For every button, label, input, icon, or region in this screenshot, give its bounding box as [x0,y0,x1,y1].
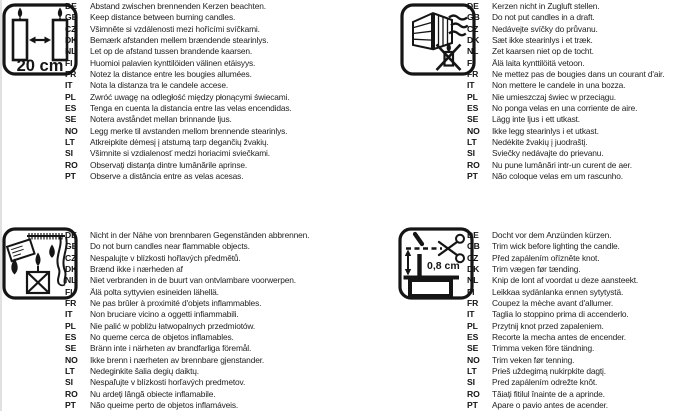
language-code: DK [65,35,78,46]
instruction-text: Leikkaa sydänlanka ennen sytytystä. [492,286,624,297]
instruction-text: Trim wick before lighting the candle. [492,241,620,252]
language-code: PL [467,91,478,102]
instruction-row [65,287,309,298]
language-code: SI [65,377,73,388]
instruction-text: Sviečky nedávajte do prievanu. [492,148,604,159]
instruction-text: Apare o pavio antes de acender. [492,400,608,411]
language-code: NL [65,46,77,57]
instruction-row [467,35,664,46]
instruction-row [467,355,638,366]
instruction-row [467,241,638,252]
instruction-row [467,12,664,23]
language-code: FR [65,69,77,80]
language-code: RO [65,388,78,399]
instruction-text: Nespalujte v blízkosti hořlavých předmětů. [90,252,241,263]
instruction-text: Docht vor dem Anzünden kürzen. [492,230,612,240]
instruction-text: Ikke legg stearinlys i et utkast. [492,125,599,136]
instruction-row [65,80,292,91]
instruction-text: Keep distance between burning candles. [90,12,236,23]
instruction-row [65,253,309,264]
instruction-row [467,80,664,91]
instruction-text: Nespaľujte v blízkosti horľavých predmetov. [90,377,246,388]
language-code: LT [65,366,75,377]
instruction-text: Taglia lo stoppino prima di accenderlo. [492,309,629,320]
instruction-row [467,171,664,182]
language-code: ES [467,332,479,343]
wick-length-label: 0,8 cm [427,260,460,272]
language-code: DK [467,264,480,275]
language-code: DE [467,230,479,240]
section-keep-distance [0,0,340,212]
instruction-row [65,137,292,148]
instruction-row [467,275,638,286]
language-code: NO [467,125,480,136]
instruction-text: Pred zapálením odrežte knôt. [492,377,598,388]
instruction-row [467,148,664,159]
instruction-row [65,92,292,103]
instruction-text: Bemærk afstanden mellem brændende stearinlys. [90,35,269,46]
instruction-text: Observe a distância entre as velas acesas. [90,171,244,182]
instruction-row [65,309,309,320]
instruction-row [467,24,664,35]
instruction-text: Przytnij knot przed zapaleniem. [492,320,604,331]
instruction-row [65,148,292,159]
instruction-text: Do not put candles in a draft. [492,12,595,23]
instruction-text: Trimma veken före tändning. [492,343,595,354]
instruction-row [65,298,309,309]
instruction-row [65,35,292,46]
instruction-text: Não coloque velas em um rascunho. [492,171,623,182]
language-code: CZ [65,23,77,34]
section-trim-wick [340,225,679,411]
language-code: NL [65,275,77,286]
language-code: PL [65,320,76,331]
instruction-row [467,160,664,171]
instruction-text: Abstand zwischen brennenden Kerzen beachten. [90,1,266,11]
language-code: DE [65,230,77,240]
language-code: FI [65,286,73,297]
instruction-row [467,298,638,309]
instruction-text: Nu ardeți lângă obiecte inflamabile. [90,388,216,399]
language-code: FI [467,57,475,68]
instruction-text: Recorte la mecha antes de encender. [492,332,626,343]
instruction-text: Prieš uždegimą nukirpkite dagtį. [492,366,606,377]
language-code: SE [467,114,479,125]
instruction-text: Nicht in der Nähe von brennbaren Gegenständen abbrennen. [90,230,310,240]
language-code: NO [65,354,78,365]
language-list-keep-distance [65,1,292,183]
language-code: LT [467,137,477,148]
instruction-row [467,1,664,12]
instruction-text: Nota la distanza tra le candele accese. [90,80,229,91]
language-code: NL [467,46,479,57]
instruction-text: Trim veken før tenning. [492,354,575,365]
instruction-row [467,400,638,411]
instruction-row [65,69,292,80]
instruction-row [65,46,292,57]
language-code: GB [65,12,78,23]
language-code: DK [65,264,78,275]
language-code: FI [65,57,73,68]
instruction-text: Coupez la mèche avant d'allumer. [492,298,614,309]
language-code: SI [467,377,475,388]
language-code: RO [467,388,480,399]
instruction-text: Zet kaarsen niet op de tocht. [492,46,594,57]
language-code: CZ [65,252,77,263]
scissors-trim-wick-icon [398,227,474,301]
instruction-row [65,171,292,182]
window-draft-no-candle-icon [400,3,476,77]
instruction-text: No queme cerca de objetos inflamables. [90,332,234,343]
instruction-row [467,343,638,354]
instruction-text: Ne pas brûler à proximité d'objets inflammables. [90,298,262,309]
language-code: SI [65,148,73,159]
instruction-text: Let op de afstand tussen brandende kaarsen. [90,46,253,57]
language-code: IT [467,309,475,320]
language-code: ES [65,332,77,343]
instruction-text: Legg merke til avstanden mellom brennende stearinlys. [90,125,288,136]
language-code: IT [65,309,73,320]
instruction-row [65,230,309,241]
instruction-text: Všimnite si vzdialenosť medzi horiacimi sviečkami. [90,148,270,159]
instruction-text: Trim vægen før tænding. [492,264,581,275]
instruction-text: Tăiați fitilul înainte de a aprinde. [492,388,605,399]
instruction-text: Před zapálením ořízněte knot. [492,252,600,263]
instruction-row [65,103,292,114]
instruction-text: Nedėkite žvakių į juodraštį. [492,137,588,148]
instruction-row [65,400,309,411]
language-code: FR [467,69,479,80]
instruction-text: Nedeginkite šalia degių daiktų. [90,366,199,377]
language-code: SE [467,343,479,354]
language-list-trim-wick [467,230,638,411]
instruction-text: Huomioi palavien kynttilöiden välinen etäisyys. [90,57,256,68]
instruction-row [65,332,309,343]
instruction-row [65,343,309,354]
instruction-row [467,366,638,377]
instruction-text: Non bruciare vicino a oggetti infiammabili. [90,309,239,320]
language-code: SE [65,343,77,354]
instruction-text: Nie umieszczaj świec w przeciągu. [492,91,616,102]
section-no-draft [340,0,679,212]
instruction-row [467,389,638,400]
language-code: IT [467,80,475,91]
instruction-text: Sæt ikke stearinlys i et træk. [492,35,593,46]
instruction-text: Kerzen nicht in Zugluft stellen. [492,1,600,11]
instruction-text: Všimněte si vzdálenosti mezi hořícími svíčkami. [90,23,260,34]
language-code: PT [467,400,478,411]
instruction-row [65,321,309,332]
instruction-text: No ponga velas en una corriente de aire. [492,103,638,114]
section-no-flammable [0,225,340,411]
language-code: SI [467,148,475,159]
instruction-text: Observați distanța dintre lumânările aprinse. [90,159,248,170]
instruction-row [467,69,664,80]
instruction-text: Knip de lont af voordat u deze aansteekt. [492,275,639,286]
instruction-text: Notez la distance entre les bougies allumées. [90,69,252,80]
language-code: FI [467,286,475,297]
instruction-text: Älä laita kynttilöitä vetoon. [492,57,585,68]
language-code: DE [65,1,77,11]
instruction-row [65,58,292,69]
instruction-row [467,253,638,264]
language-code: IT [65,80,73,91]
instruction-text: Nedávejte svíčky do průvanu. [492,23,598,34]
instruction-text: Ikke brenn i nærheten av brennbare gjenstander. [90,354,265,365]
language-code: LT [467,366,477,377]
instruction-text: Zwróć uwagę na odległość między płonącymi świecami. [90,91,290,102]
instruction-text: Ne mettez pas de bougies dans un courant d'air. [492,69,665,80]
instruction-row [467,103,664,114]
language-code: PT [65,171,76,182]
instruction-text: Tenga en cuenta la distancia entre las velas encendidas. [90,103,292,114]
language-code: DE [467,1,479,11]
instruction-text: Nie palić w pobliżu łatwopalnych przedmiotów. [90,320,256,331]
instruction-text: Atkreipkite dėmesį į atstumą tarp degančių žvakių. [90,137,269,148]
language-code: CZ [467,23,479,34]
language-list-no-flammable [65,230,309,411]
instruction-row [65,114,292,125]
language-code: ES [467,103,479,114]
instruction-text: Não queime perto de objetos inflamáveis. [90,400,239,411]
instruction-text: Brænd ikke i nærheden af [90,264,183,275]
language-code: ES [65,103,77,114]
instruction-row [65,1,292,12]
instruction-text: Nu pune lumânări intr-un curent de aer. [492,159,632,170]
instruction-row [65,355,309,366]
language-code: LT [65,137,75,148]
instruction-row [467,332,638,343]
instruction-row [467,58,664,69]
language-code: CZ [467,252,479,263]
instruction-row [467,92,664,103]
instruction-row [65,275,309,286]
language-code: GB [65,241,78,252]
language-code: FR [65,298,77,309]
instruction-row [467,230,638,241]
instruction-row [467,46,664,57]
instruction-text: Älä polta syttyvien esineiden lähellä. [90,286,219,297]
instruction-text: Notera avståndet mellan brinnande ljus. [90,114,232,125]
instruction-row [467,126,664,137]
instruction-row [65,366,309,377]
instruction-text: Non mettere le candele in una bozza. [492,80,626,91]
language-code: NO [65,125,78,136]
instruction-row [467,287,638,298]
language-code: NL [467,275,479,286]
language-code: RO [467,159,480,170]
window-draft-no-candle-icon-graphic [400,3,476,77]
language-code: SE [65,114,77,125]
language-code: PL [65,91,76,102]
instruction-row [65,241,309,252]
language-code: PT [467,171,478,182]
language-code: NO [467,354,480,365]
distance-value-label: 20 cm [16,57,64,75]
instruction-row [65,160,292,171]
instruction-row [467,137,664,148]
language-code: DK [467,35,480,46]
instruction-row [65,377,309,388]
language-code: FR [467,298,479,309]
language-code: GB [467,12,480,23]
language-code: PT [65,400,76,411]
instruction-row [65,24,292,35]
instruction-row [467,309,638,320]
instruction-text: Do not burn candles near flammable objects. [90,241,250,252]
instruction-row [65,126,292,137]
instruction-row [467,321,638,332]
language-list-no-draft [467,1,664,183]
instruction-row [467,114,664,125]
language-code: GB [467,241,480,252]
instruction-text: Niet verbranden in de buurt van ontvlambare voorwerpen. [90,275,296,286]
instruction-row [65,389,309,400]
instruction-row [65,264,309,275]
instruction-row [467,264,638,275]
instruction-row [65,12,292,23]
instruction-row [467,377,638,388]
instruction-text: Bränn inte i närheten av brandfarliga föremål. [90,343,252,354]
language-code: RO [65,159,78,170]
language-code: PL [467,320,478,331]
instruction-text: Lägg inte ljus i ett utkast. [492,114,580,125]
